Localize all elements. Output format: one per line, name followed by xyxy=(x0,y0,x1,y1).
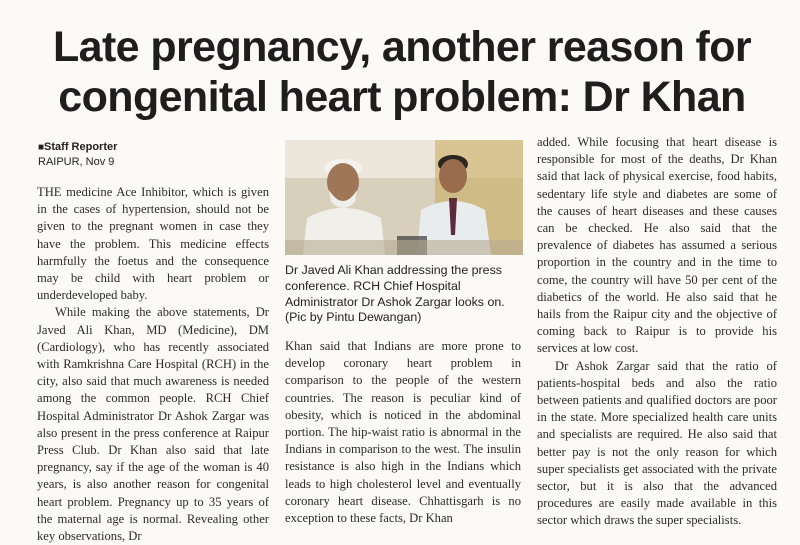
paragraph-zargar: Dr Ashok Zargar said that the ratio of patients-hospital beds and also the ratio between patients and qualified doctors are poor in the state. More specialized health care units and specialists are required. He also said that better pay is not the only reason for which super specialists get associated with the private sector, but it is also that the advanced procedures are easily made available in this sector which draws the super specialists. xyxy=(537,358,777,528)
paragraph-coronary: Khan said that Indians are more prone to develop coronary heart problem in comparison to the people of the western countries. The reason is peculiar kind of obesity, which is noticed in the abdominal portion. The hip-waist ratio is abnormal in the Indians in comparison to the west. The insulin resistance is also high in the Indians which leads to high cholesterol level and eventually coronary heart disease. Chhattisgarh is no exception to these facts, Dr Khan xyxy=(285,339,521,526)
article-column-3 xyxy=(537,134,777,530)
paragraph-statements: While making the above statements, Dr Javed Ali Khan, MD (Medicine), DM (Cardiology), who has recently associated with Ramkrishna Care Hospital (RCH) in the city, also said that much awareness is needed among the common people. RCH Chief Hospital Administrator Dr Ashok Zargar was also present in the press conference at Raipur Press Club. Dr Khan also said that late pregnancy, say if the age of the woman is 40 years, is also another reason for congenital heart problem. Pregnancy up to 35 years of the maternal age is normal. Revealing other key observations, Dr xyxy=(37,305,269,544)
article-column-1 xyxy=(37,184,269,545)
byline xyxy=(38,140,117,169)
headline-line-2: congenital heart problem: Dr Khan xyxy=(58,73,746,121)
article-column-2 xyxy=(285,338,521,527)
dateline: RAIPUR, Nov 9 xyxy=(38,156,115,168)
paragraph-intro: THE medicine Ace Inhibitor, which is given in the cases of hypertension, should not be given to the pregnant women in case they have the problem. This medicine effects harmfully the foetus and the consequence may be child with heart problem or underdeveloped baby. xyxy=(37,185,269,303)
paragraph-causes: added. While focusing that heart disease is responsible for most of the deaths, Dr Khan said that lack of physical exercise, food habits, sedentary life style and diabetes are some of the causes of heart diseases and these causes can be checked. He also said that the prevalence of diabetes has assumed a serious proportion in the country and in the time to come, the country will have 50 per cent of the diabetics of the world. He also said that he hails from the Raipur city and the objective of coming back to Raipur is to provide his services at low cost. xyxy=(537,135,777,356)
headline xyxy=(32,22,772,122)
photo-caption: Dr Javed Ali Khan addressing the press conference. RCH Chief Hospital Administrator Dr Ashok Zargar looks on. (Pic by Pintu Dewangan) xyxy=(285,263,505,325)
reporter-credit: ■ Staff Reporter xyxy=(38,140,117,155)
press-conference-photo xyxy=(285,140,523,255)
photo-illustration xyxy=(285,140,523,255)
headline-line-1: Late pregnancy, another reason for xyxy=(52,23,752,71)
